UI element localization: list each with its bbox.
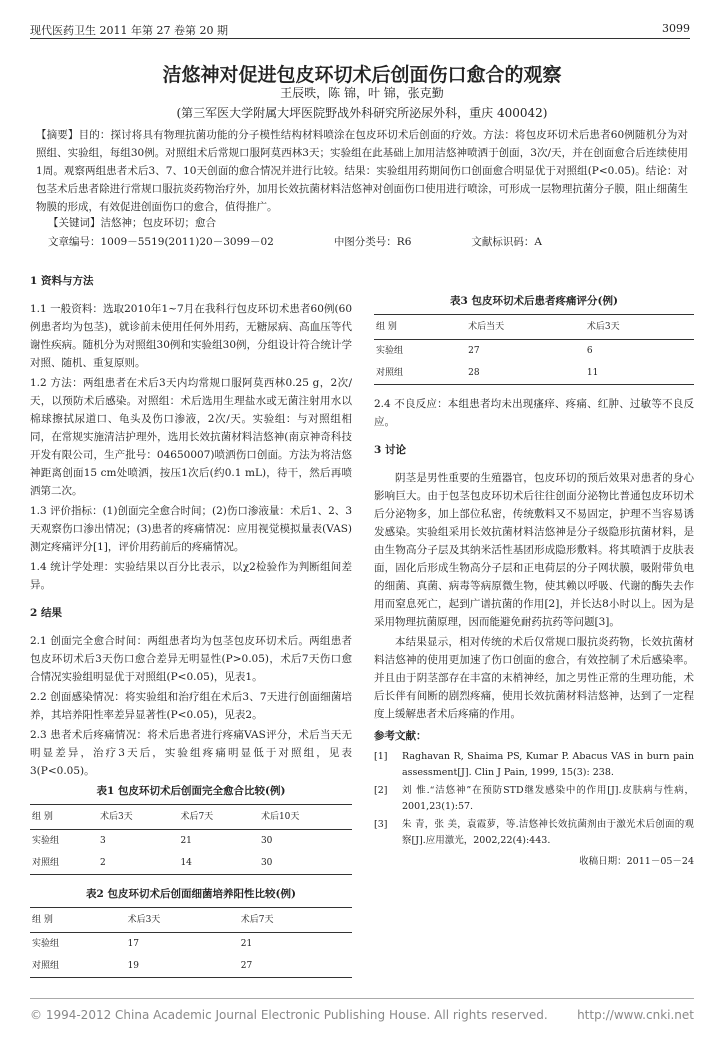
authors: 王辰昳，陈 锦，叶 锦，张克勤 [280,86,444,100]
right-column [374,290,694,871]
table-row [30,852,352,875]
table-cell: 19 [126,955,239,978]
table-cell: 实验组 [32,836,60,846]
page-number: 3099 [662,22,690,35]
table-cell: 21 [240,939,253,949]
document-code: 文献标识码：A [471,236,542,248]
table-cell: 21 [180,836,192,846]
table-3 [374,314,694,385]
paragraph: 2.1 创面完全愈合时间：两组患者均为包茎包皮环切术后。两组患者包皮环切术后3天伤口愈合差异无明显性(P>0.05)，术后7天伤口愈合情况实验组明显优于对照组(P<0.05)，见表1。 [30,635,352,683]
table-1 [30,804,352,875]
table-cell: 2 [98,852,179,875]
affiliation: (第三军医大学附属大坪医院野战外科研究所泌尿外科，重庆 400042) [176,106,548,120]
table-cell: 14 [178,852,259,875]
table-title: 表1 包皮环切术后创面完全愈合比较(例) [96,785,286,797]
table-row [30,933,352,956]
table-row [30,830,352,853]
footer-rule [30,998,694,999]
table-header: 术后3天 [98,805,179,830]
paragraph: 1.4 统计学处理：实验结果以百分比表示，以χ2检验作为判断组间差异。 [30,561,352,591]
journal-info: 现代医药卫生 2011 年第 27 卷第 20 期 [30,24,228,37]
keywords: 【关键词】洁悠神；包皮环切；愈合 [48,217,216,229]
table-row [374,340,694,363]
table-header: 术后7天 [239,908,352,933]
paragraph: 本结果显示，相对传统的术后仅常规口服抗炎药物，长效抗菌材料洁悠神的使用更加速了伤口创面的愈合，有效控制了术后感染率。并且由于阴茎部存在丰富的末梢神经，加之男性正常的生理功能，术后长伴有间断的剧烈疼痛，使用长效抗菌材料洁悠神，达到了一定程度上缓解患者术后疼痛的作用。 [374,636,694,720]
table-header: 术后当天 [466,315,585,340]
paragraph: 1.1 一般资料：选取2010年1~7月在我科行包皮环切术患者60例(60例患者均为包茎)，就诊前未使用任何外用药，无糖尿病、高血压等代谢性疾病。随机分为对照组30例和实验组30例，分组设计符合统计学对照、随机、重复原则。 [30,303,352,369]
table-cell: 30 [260,836,273,846]
article-meta [48,234,668,249]
section-heading: 3 讨论 [374,444,406,456]
clc-number: 中图分类号：R6 [333,236,412,248]
references-list [374,749,694,849]
article-number: 文章编号：1009－5519(2011)20－3099－02 [48,236,274,248]
table-row [374,362,694,385]
table-header: 术后3天 [585,315,694,340]
table-cell: 3 [99,836,106,846]
abstract: 【摘要】目的：探讨将具有物理抗菌功能的分子模性结构材料喷涂在包皮环切术后创面的疗效。方法：将包皮环切术后患者60例随机分为对照组、实验组，每组30例。对照组术后常规口服阿莫西林3天；实验组在此基础上加用洁悠神喷洒于创面，3次/天，并在创面愈合后连续使用1周。观察两组患者术后3、7、10天创面的愈合情况并进行比较。结果：实验组用药期间伤口创面愈合明显优于对照组(P<0.05)。结论：对包茎术后患者除进行常规口服抗炎药物治疗外，加用长效抗菌材料洁悠神对创面伤口使用进行喷涂，可形成一层物理抗菌分子膜，阻止细菌生物膜的形成，有效促进创面伤口的愈合，值得推广。 [36,129,688,213]
table-title: 表3 包皮环切术后患者疼痛评分(例) [450,295,618,307]
paragraph: 1.3 评价指标：(1)创面完全愈合时间；(2)伤口渗液量：术后1、2、3天观察伤口渗出情况；(3)患者的疼痛情况：应用视觉模拟量表(VAS)测定疼痛评分[1]，评价用药前后的疼痛情况。 [30,505,352,553]
copyright-text: © 1994-2012 China Academic Journal Electronic Publishing House. All rights reserved. [30,1008,548,1022]
reference-item: [1] Raghavan R, Shaima PS, Kumar P. Abacus VAS in burn pain assessment[J]. Clin J Pain, 1999, 15(3): 238. [374,751,694,778]
reference-item: [2] 刘 惟.“洁悠神”在预防STD继发感染中的作用[J].皮肤病与性病，2001,23(1):57. [374,785,694,812]
table-cell: 实验组 [32,939,60,949]
paragraph: 2.4 不良反应：本组患者均未出现瘙痒、疼痛、红肿、过敏等不良反应。 [374,398,694,428]
cnki-link[interactable]: http://www.cnki.net [577,1008,694,1022]
table-cell: 实验组 [376,346,404,356]
table-cell: 对照组 [30,852,98,875]
paragraph: 1.2 方法：两组患者在术后3天内均常规口服阿莫西林0.25 g，2次/天，以预防术后感染。对照组：术后选用生理盐水或无菌注射用水以棉球擦拭尿道口、龟头及伤口渗液，2次/天。实验组：与对照组相同，在常规实施清洁护理外，选用长效抗菌材料洁悠神(南京神奇科技开发有限公司，生产批号：04650007)喷洒伤口创面。方法为将洁悠神距离创面15 cm处喷洒，按压1次后(约0.1 mL)，待干，然后再喷洒第二次。 [30,377,352,497]
table-cell: 27 [468,346,480,356]
table-2 [30,907,352,978]
article-title: 洁悠神对促进包皮环切术后创面伤口愈合的观察 [162,64,562,86]
paragraph: 2.2 创面感染情况：将实验组和治疗组在术后3、7天进行创面细菌培养，其培养阳性率差异显著性(P<0.05)，见表2。 [30,691,352,721]
table-cell: 11 [585,362,694,385]
table-header: 组 别 [30,908,126,933]
table-row [30,955,352,978]
page-footer [30,1008,694,1022]
table-cell: 30 [259,852,352,875]
section-heading: 2 结果 [30,607,62,619]
section-heading: 1 资料与方法 [30,275,94,287]
table-header: 组 别 [30,805,98,830]
page-header [30,22,690,38]
paragraph: 阴茎是男性重要的生殖器官，包皮环切的预后效果对患者的身心影响巨大。由于包茎包皮环切术后往往创面分泌物比普通包皮环切术后分泌物多，加上部位私密，传统敷料又不易固定，护理不当容易诱发感染。实验组采用长效抗菌材料洁悠神是分子级隐形抗菌材料，是由生物高分子层及其纳米活性基团形成隐形敷料。将其喷洒于皮肤表面，固化后形成生物高分子层和正电荷层的分子网状膜，吸附带负电的细菌、真菌、病毒等病原微生物，使其赖以呼吸、代谢的酶失去作用而窒息死亡，起到广谱抗菌的作用[2]，并长达8小时以上。因为是采用物理抗菌原理，因而能避免耐药抗药等问题[3]。 [374,472,694,628]
header-rule [30,38,690,39]
table-cell: 27 [239,955,352,978]
reference-item: [3] 朱 青，张 美，袁霞萝，等.洁悠神长效抗菌剂由于激光术后创面的观察[J].应用激光，2002,22(4):443. [374,819,694,846]
table-header: 术后3天 [126,908,239,933]
table-header: 术后7天 [178,805,259,830]
table-cell: 17 [127,939,140,949]
received-date: 收稿日期：2011－05－24 [579,856,694,867]
table-header: 术后10天 [259,805,352,830]
table-title: 表2 包皮环切术后创面细菌培养阳性比较(例) [86,888,296,900]
left-column [30,262,352,988]
references-heading: 参考文献： [374,730,427,742]
table-cell: 28 [466,362,585,385]
table-cell: 对照组 [374,362,466,385]
table-cell: 对照组 [30,955,126,978]
table-cell: 6 [586,346,593,356]
table-header: 组 别 [374,315,466,340]
paragraph: 2.3 患者术后疼痛情况：将术后患者进行疼痛VAS评分，术后当天无明显差异，治疗3天后，实验组疼痛明显低于对照组，见表3(P<0.05)。 [30,729,352,777]
